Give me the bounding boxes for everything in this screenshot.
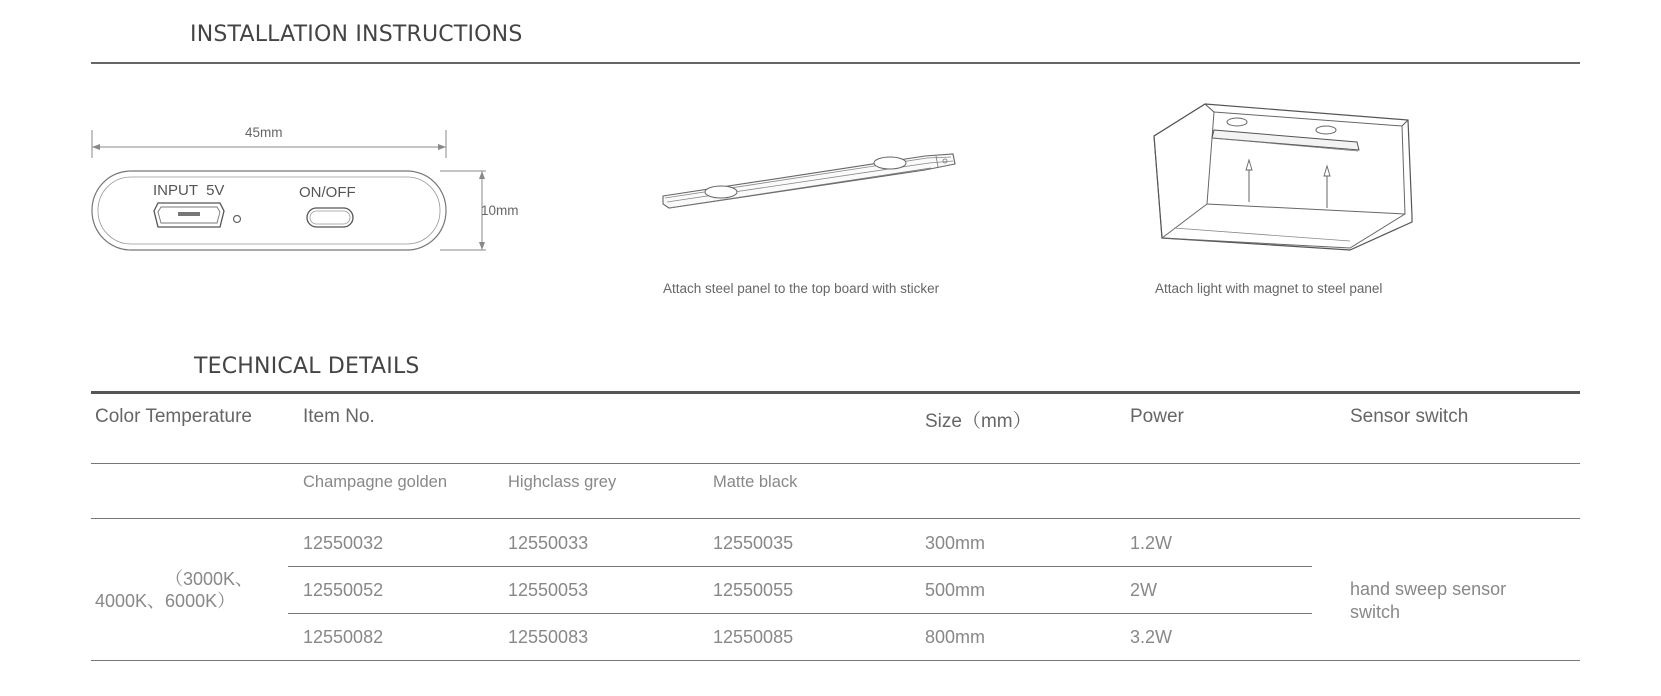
row-divider: [91, 518, 1580, 519]
header-item-no: Item No.: [303, 406, 375, 427]
size-value: 300mm: [925, 533, 986, 553]
item-no-grey: 12550053: [508, 580, 589, 600]
width-dimension-label: 45mm: [245, 125, 283, 140]
technical-divider: [91, 391, 1580, 394]
sensor-switch-line1: hand sweep sensor: [1350, 579, 1507, 599]
cabinet-diagram: [1150, 98, 1420, 258]
on-off-label: ON/OFF: [299, 184, 356, 201]
row-divider: [288, 613, 1312, 614]
color-temperature-value: [95, 568, 253, 612]
installation-divider: [91, 62, 1580, 64]
height-dimension-label: 10mm: [481, 203, 519, 218]
finish-matte-black: Matte black: [713, 473, 798, 491]
power-value: 3.2W: [1130, 627, 1173, 647]
end-cap-diagram: [86, 118, 526, 258]
item-no-grey: 12550033: [508, 533, 589, 553]
color-temperature-line2: 4000K、6000K）: [95, 591, 236, 611]
installation-title: INSTALLATION INSTRUCTIONS: [190, 22, 523, 47]
row-divider: [288, 566, 1312, 567]
finish-champagne-golden: Champagne golden: [303, 473, 448, 491]
light-bar-drawing: [655, 140, 965, 220]
item-no-black: 12550055: [713, 580, 794, 600]
finish-highclass-grey: Highclass grey: [508, 473, 617, 491]
header-size: Size（mm）: [925, 411, 1032, 432]
header-color-temperature: Color Temperature: [95, 406, 253, 427]
step1-caption: Attach steel panel to the top board with sticker: [663, 281, 940, 296]
technical-title: TECHNICAL DETAILS: [194, 354, 420, 379]
size-value: 800mm: [925, 627, 986, 647]
item-no-black: 12550085: [713, 627, 794, 647]
light-bar-diagram: [655, 140, 965, 220]
item-no-black: 12550035: [713, 533, 794, 553]
input-port-label: INPUT 5V: [153, 182, 225, 199]
item-no-grey: 12550083: [508, 627, 589, 647]
item-no-champagne: 12550052: [303, 580, 384, 600]
power-value: 1.2W: [1130, 533, 1173, 553]
step2-caption: Attach light with magnet to steel panel: [1155, 281, 1383, 296]
color-temperature-line1: （3000K、: [165, 569, 254, 589]
header-power: Power: [1130, 406, 1184, 427]
sensor-switch-line2: switch: [1350, 602, 1401, 622]
table-bottom-border: [91, 660, 1580, 661]
item-no-champagne: 12550032: [303, 533, 384, 553]
item-no-champagne: 12550082: [303, 627, 384, 647]
header-sensor-switch: Sensor switch: [1350, 406, 1469, 427]
cabinet-drawing: [1150, 98, 1420, 258]
size-value: 500mm: [925, 580, 986, 600]
row-divider: [91, 463, 1580, 464]
power-value: 2W: [1130, 580, 1157, 600]
sensor-switch-value: [1350, 578, 1506, 624]
